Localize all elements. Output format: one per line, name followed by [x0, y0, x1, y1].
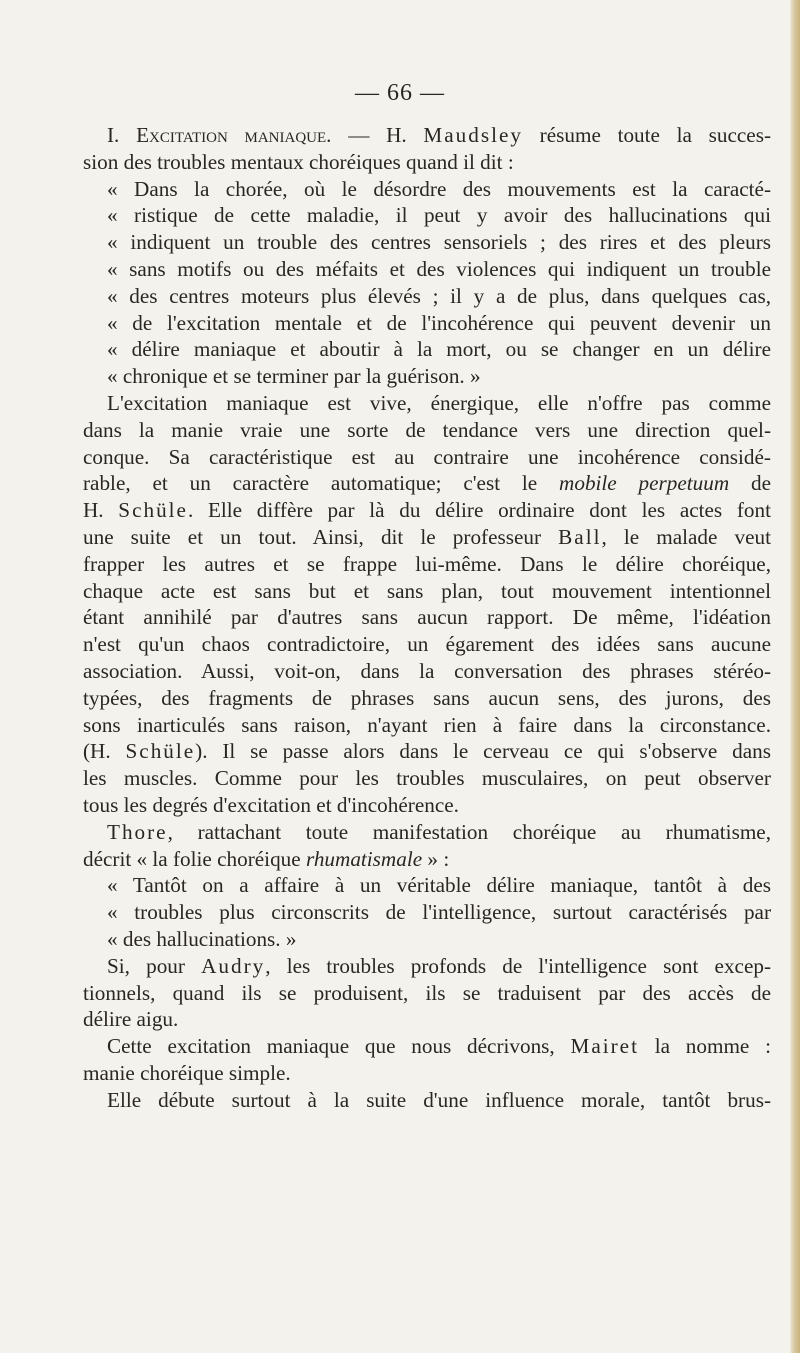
page-number: — 66 —	[355, 80, 445, 106]
quote-line: « chronique et se terminer par la guérison. »	[107, 364, 481, 389]
quote-line: « délire maniaque et aboutir à la mort, ou se changer en un délire	[107, 337, 771, 362]
quote-line: « sans motifs ou des méfaits et des violences qui indiquent un trouble	[107, 256, 771, 281]
text-line: dans la manie vraie une sorte de tendance vers une direction quel-	[83, 417, 771, 442]
quote-line: « indiquent un trouble des centres sensoriels ; des rires et des pleurs	[107, 230, 771, 255]
text-line: typées, des fragments de phrases sans aucun sens, des jurons, des	[83, 685, 771, 710]
page-edge	[790, 0, 800, 1353]
body-text	[83, 122, 771, 1113]
text-line: tionnels, quand ils se produisent, ils se traduisent par des accès de	[83, 980, 771, 1005]
text-line: association. Aussi, voit-on, dans la conversation des phrases stéréo-	[83, 658, 771, 683]
quote-line: « Tantôt on a affaire à un véritable délire maniaque, tantôt à des	[107, 873, 771, 898]
text-line: sons inarticulés sans raison, n'ayant rien à faire dans la circonstance.	[83, 712, 771, 737]
text-line: H. Schüle. Elle diffère par là du délire ordinaire dont les actes font	[83, 498, 771, 523]
quote-line: « ristique de cette maladie, il peut y avoir des hallucinations qui	[107, 203, 771, 228]
text-line: conque. Sa caractéristique est au contraire une incohérence considé-	[83, 444, 771, 469]
text-line: n'est qu'un chaos contradictoire, un égarement des idées sans aucune	[83, 632, 771, 657]
text-line: Cette excitation maniaque que nous décrivons, Mairet la nomme :	[107, 1034, 771, 1059]
text-line: les muscles. Comme pour les troubles musculaires, on peut observer	[83, 766, 771, 791]
text-line: L'excitation maniaque est vive, énergique, elle n'offre pas comme	[107, 390, 771, 415]
text-line: rable, et un caractère automatique; c'est le mobile perpetuum de	[83, 471, 772, 496]
text-line: chaque acte est sans but et sans plan, tout mouvement intentionnel	[83, 578, 771, 603]
quote-line: « de l'excitation mentale et de l'incohérence qui peuvent devenir un	[107, 310, 771, 335]
text-line: (H. Schüle). Il se passe alors dans le cerveau ce qui s'observe dans	[83, 739, 772, 764]
quote-line: « troubles plus circonscrits de l'intelligence, surtout caractérisés par	[107, 900, 771, 925]
text-line: frapper les autres et se frappe lui-même. Dans le délire choréique,	[83, 551, 771, 576]
text-line: Si, pour Audry, les troubles profonds de l'intelligence sont excep-	[107, 953, 771, 978]
text-line: délire aigu.	[83, 1007, 179, 1032]
text-line: sion des troubles mentaux choréiques quand il dit :	[83, 149, 514, 174]
quote-line: « des centres moteurs plus élevés ; il y a de plus, dans quelques cas,	[107, 283, 771, 308]
text-line: Thore, rattachant toute manifestation choréique au rhumatisme,	[107, 819, 771, 844]
text-line: Elle débute surtout à la suite d'une influence morale, tantôt brus-	[107, 1087, 771, 1112]
text-line: une suite et un tout. Ainsi, dit le professeur Ball, le malade veut	[83, 524, 771, 549]
text-line: décrit « la folie choréique rhumatismale » :	[83, 846, 450, 871]
text-line: I. Excitation maniaque. — H. Maudsley résume toute la succes-	[107, 123, 771, 147]
text-line: tous les degrés d'excitation et d'incohérence.	[83, 792, 459, 817]
text-line: manie choréique simple.	[83, 1060, 291, 1085]
quote-line: « Dans la chorée, où le désordre des mouvements est la caracté-	[107, 176, 771, 201]
quote-line: « des hallucinations. »	[107, 926, 297, 951]
text-line: étant annihilé par d'autres sans aucun rapport. De même, l'idéation	[83, 605, 771, 630]
